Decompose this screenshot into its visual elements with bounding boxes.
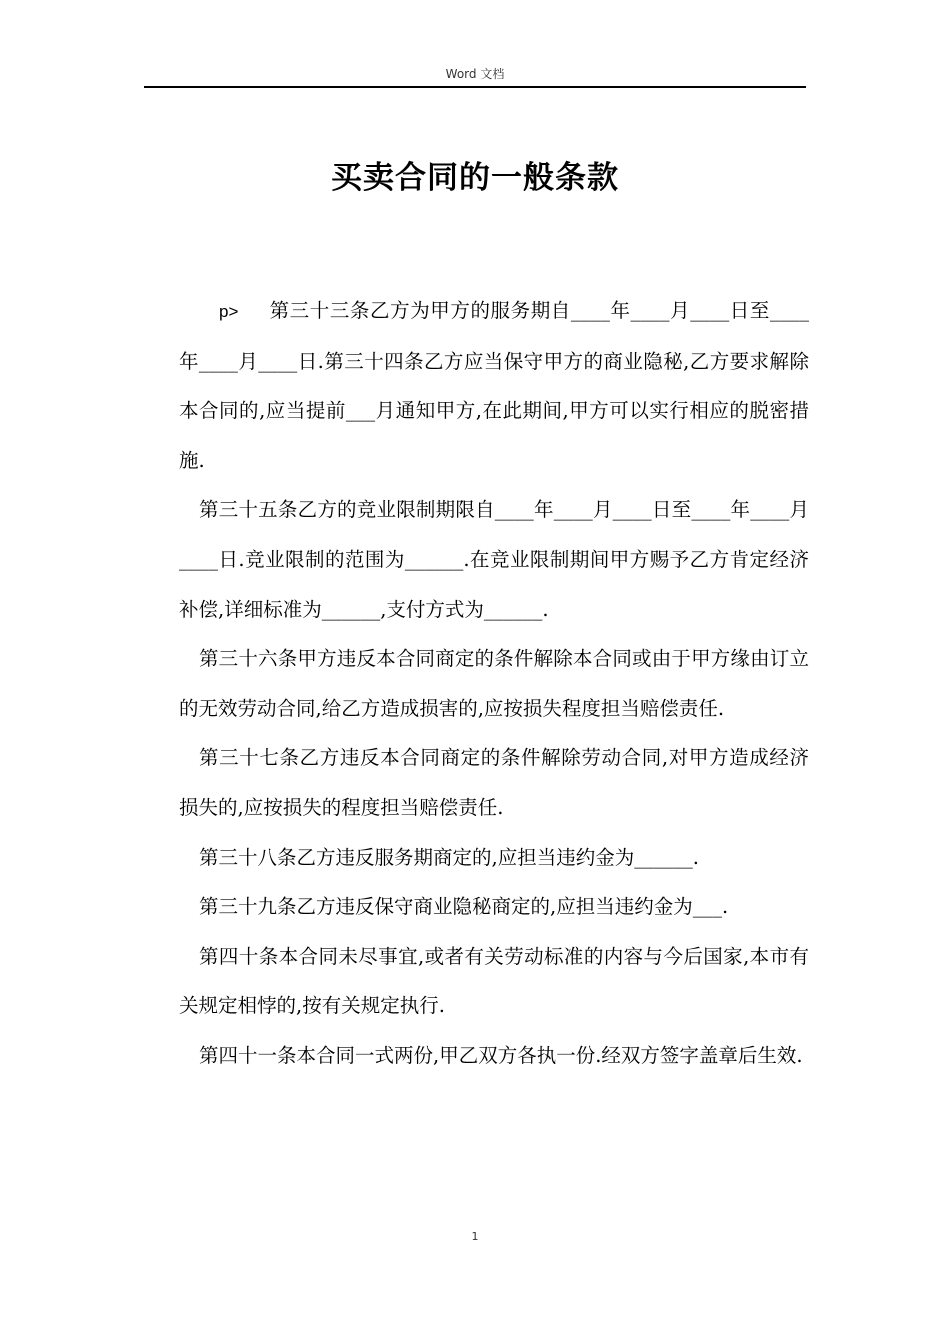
paragraph: 第三十八条乙方违反服务期商定的,应担当违约金为______. (199, 845, 699, 869)
paragraph: 第四十条本合同未尽事宜,或者有关劳动标准的内容与今后国家,本市有关规定相悖的,按有关规定执行. (179, 944, 809, 1018)
page-number: 1 (471, 1230, 479, 1243)
document-title: 买卖合同的一般条款 (331, 160, 619, 196)
paragraph: 第三十五条乙方的竞业限制期限自____年____月____日至____年____月____日.竞业限制的范围为______.在竞业限制期间甲方赐予乙方肯定经济补偿,详细标准为______,支付方式为______. (179, 498, 809, 621)
paragraph: 第三十六条甲方违反本合同商定的条件解除本合同或由于甲方缘由订立的无效劳动合同,给乙方造成损害的,应按损失程度担当赔偿责任. (179, 647, 809, 720)
paragraph: 第三十七条乙方违反本合同商定的条件解除劳动合同,对甲方造成经济损失的,应按损失的程度担当赔偿责任. (179, 746, 809, 819)
header-divider (144, 86, 806, 88)
paragraph-lead-marker: p> (219, 302, 239, 321)
paragraph: 第三十九条乙方违反保守商业隐秘商定的,应担当违约金为___. (199, 895, 729, 919)
document-body (179, 286, 809, 1081)
paragraph-text: 第三十三条乙方为甲方的服务期自____年____月____日至____年____月____日.第三十四条乙方应当保守甲方的商业隐秘,乙方要求解除本合同的,应当提前___月通知甲方,在此期间,甲方可以实行相应的脱密措施. (179, 299, 809, 472)
paragraph: 第四十一条本合同一式两份,甲乙双方各执一份.经双方签字盖章后生效. (199, 1043, 803, 1067)
paragraph (179, 286, 809, 485)
page-header: Word 文档 (445, 67, 505, 81)
